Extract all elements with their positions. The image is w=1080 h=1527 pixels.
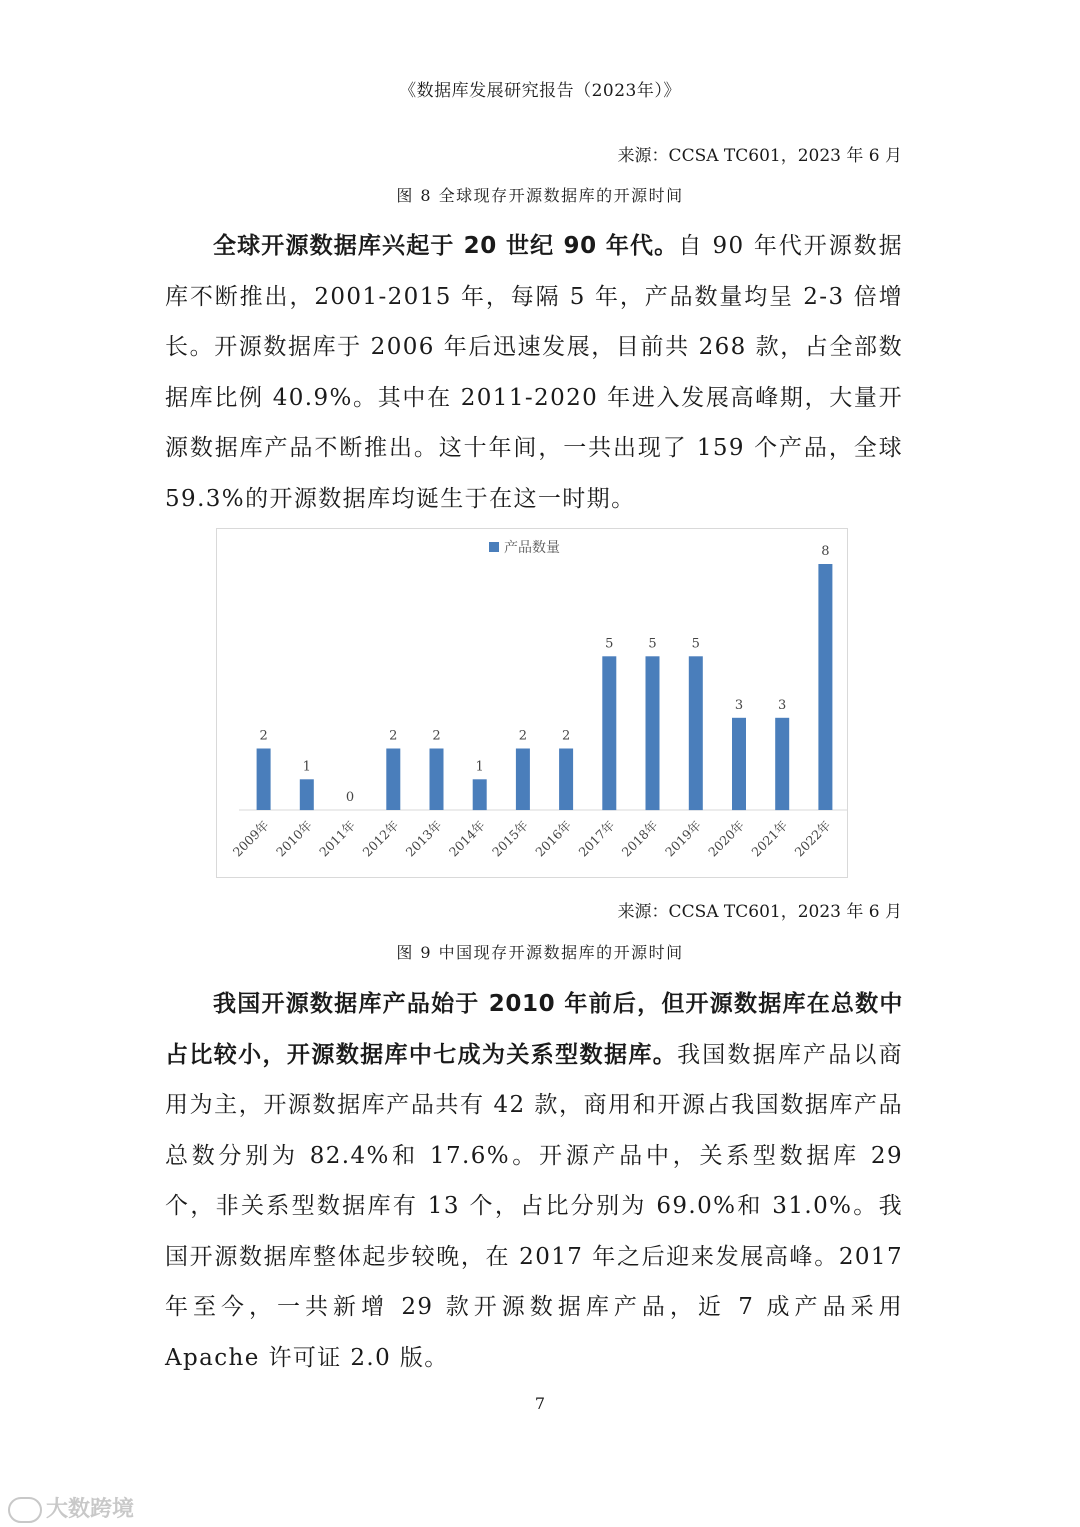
x-tick-label-4: 2013年	[402, 817, 445, 860]
x-tick-label-12: 2021年	[748, 817, 791, 860]
value-label-5: 1	[475, 759, 484, 775]
x-tick-labels-group	[230, 818, 834, 860]
bar-10	[689, 656, 703, 810]
bar-7	[559, 749, 573, 811]
watermark	[8, 1492, 134, 1523]
legend-label: 产品数量	[504, 540, 560, 556]
x-tick-label-7: 2016年	[532, 817, 575, 860]
bar-chart-svg	[217, 529, 849, 879]
x-tick-label-9: 2018年	[618, 817, 661, 860]
x-tick-label-0: 2009年	[229, 817, 272, 860]
bars-group	[257, 564, 833, 810]
x-tick-label-3: 2012年	[359, 817, 402, 860]
bar-11	[732, 718, 746, 810]
value-label-11: 3	[734, 697, 744, 713]
value-label-8: 5	[605, 636, 614, 652]
paragraph-china-open-source	[165, 979, 903, 1383]
value-label-9: 5	[648, 636, 657, 652]
bar-5	[473, 779, 487, 810]
paragraph-2-lead: 我国开源数据库产品始于 2010 年前后，但开源数据库在总数中占比较小，开源数据库中七成为关系型数据库。	[165, 991, 903, 1068]
paragraph-1-body: 自 90 年代开源数据库不断推出，2001-2015 年，每隔 5 年，产品数量均呈 2-3 倍增长。开源数据库于 2006 年后迅速发展，目前共 268 款，占全部数据库比例 40.9%。其中在 2011-2020 年进入发展高峰期，大量开源数据库产品不断推出。这十年间，一共出现了 159 个产品，全球 59.3%的开源数据库均诞生于在这一时期。	[165, 233, 904, 512]
x-tick-label-11: 2020年	[705, 817, 748, 860]
bar-8	[602, 656, 616, 810]
value-label-12: 3	[778, 697, 787, 713]
paragraph-2-body: 我国数据库产品以商用为主，开源数据库产品共有 42 款，商用和开源占我国数据库产品总数分别为 82.4%和 17.6%。开源产品中，关系型数据库 29 个，非关系型数据库有 13 个，占比分别为 69.0%和 31.0%。我国开源数据库整体起步较晚，在 2017 年之后迎来发展高峰。2017 年至今，一共新增 29 款开源数据库产品，近 7 成产品采用 Apache 许可证 2.0 版。	[165, 1041, 903, 1371]
bar-3	[386, 749, 400, 811]
page-number: 7	[534, 1394, 546, 1413]
x-tick-label-1: 2010年	[272, 817, 315, 860]
legend-swatch	[489, 542, 499, 552]
value-label-13: 8	[821, 544, 830, 559]
paragraph-global-open-source	[165, 221, 903, 524]
figure-8-source: 来源：CCSA TC601，2023 年 6 月	[617, 146, 902, 166]
x-tick-label-2: 2011年	[316, 817, 359, 860]
running-header: 《数据库发展研究报告（2023年）》	[399, 81, 681, 101]
x-tick-label-10: 2019年	[661, 817, 704, 860]
value-label-2: 0	[345, 790, 355, 805]
bar-6	[516, 749, 530, 811]
figure-9-caption: 图 9 中国现存开源数据库的开源时间	[396, 943, 684, 962]
paragraph-1-lead: 全球开源数据库兴起于 20 世纪 90 年代。	[213, 233, 679, 259]
chart-china-open-source-db	[216, 528, 848, 878]
bar-9	[646, 656, 660, 810]
watermark-logo-icon	[8, 1497, 42, 1523]
x-tick-label-8: 2017年	[575, 817, 618, 860]
x-tick-label-5: 2014年	[445, 817, 488, 860]
bar-1	[300, 779, 314, 810]
figure-8-caption: 图 8 全球现存开源数据库的开源时间	[396, 186, 684, 205]
value-label-4: 2	[432, 728, 441, 744]
bar-12	[775, 718, 789, 810]
value-label-3: 2	[389, 728, 398, 744]
value-label-1: 1	[302, 759, 311, 775]
bar-0	[257, 749, 271, 811]
x-tick-label-6: 2015年	[489, 817, 532, 860]
figure-9-source: 来源：CCSA TC601，2023 年 6 月	[617, 902, 902, 922]
value-label-7: 2	[561, 728, 571, 744]
bar-4	[430, 749, 444, 811]
value-label-0: 2	[259, 728, 268, 744]
watermark-text: 大数跨境	[46, 1497, 135, 1522]
bar-13	[818, 564, 832, 810]
value-label-10: 5	[691, 636, 700, 652]
x-tick-label-13: 2022年	[791, 817, 834, 860]
value-label-6: 2	[518, 728, 528, 744]
chart-legend	[489, 539, 560, 556]
